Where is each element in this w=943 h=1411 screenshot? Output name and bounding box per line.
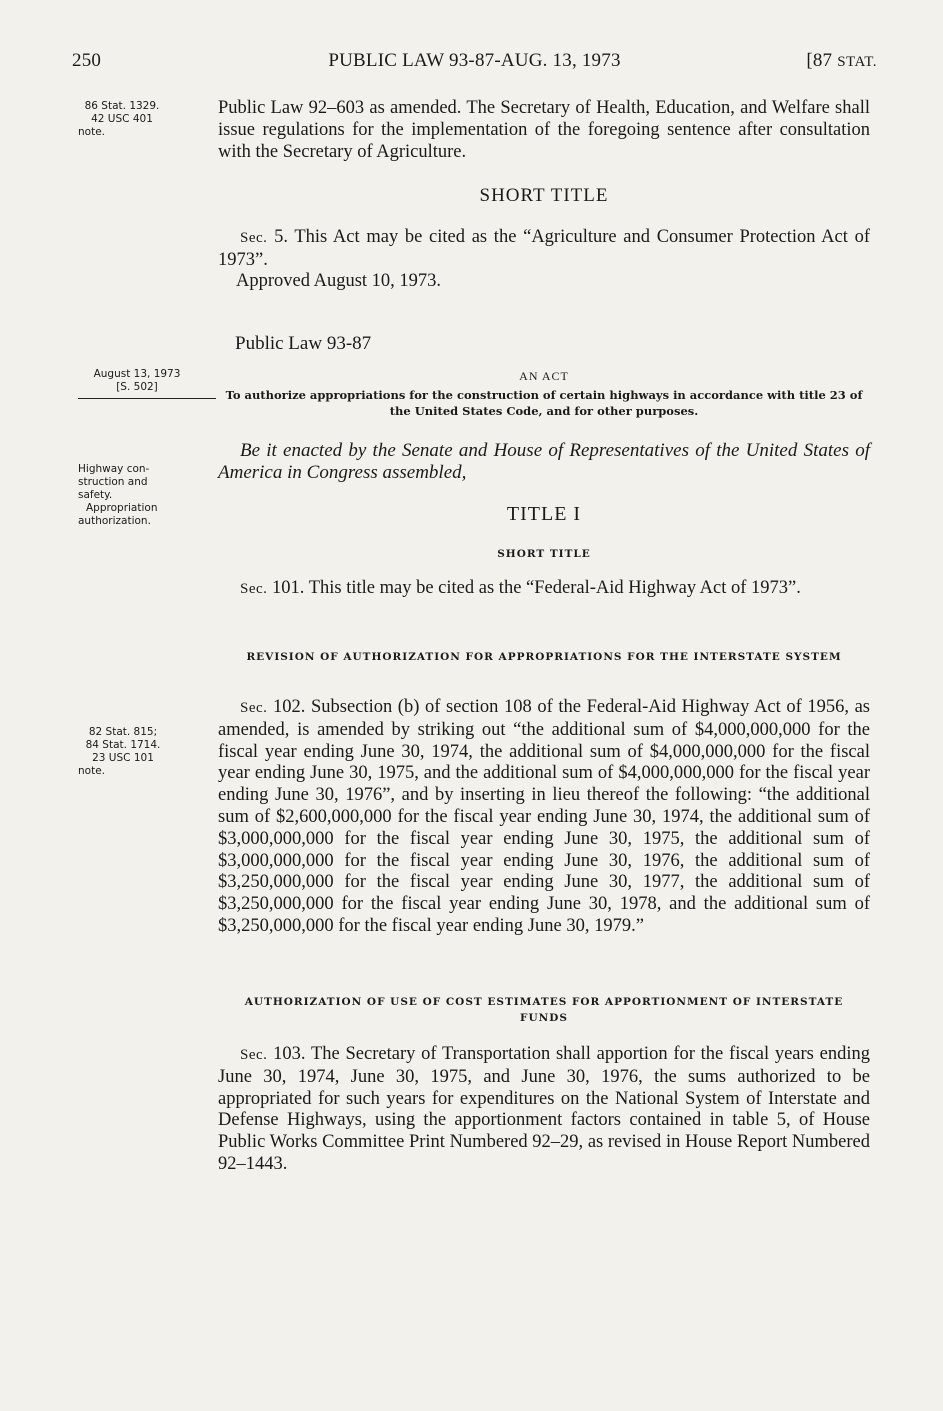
margin-note-line: 84 Stat. 1714. — [85, 739, 161, 751]
running-title: PUBLIC LAW 93-87-AUG. 13, 1973 — [328, 50, 621, 71]
stat-volume — [806, 50, 877, 72]
margin-note-stat-references — [78, 726, 168, 778]
margin-note-line: 86 Stat. 1329. — [84, 100, 160, 112]
margin-note-line: Appropriation — [86, 502, 158, 514]
section-label: Sec. — [240, 1047, 268, 1063]
authorization-heading: AUTHORIZATION OF USE OF COST ESTIMATES FOR APPORTIONMENT OF INTERSTATE FUNDS — [244, 996, 844, 1024]
enacting-clause: Be it enacted by the Senate and House of Representatives of the United States of America in Congress assembled, — [218, 440, 870, 483]
section-label: Sec. — [240, 230, 268, 246]
public-law-title: Public Law 93-87 — [235, 333, 372, 354]
section-label: Sec. — [240, 700, 268, 716]
section-text: 5. This Act may be cited as the “Agriculture and Consumer Protection Act of 1973”. — [218, 227, 870, 270]
margin-note-line: Highway con- — [78, 463, 150, 475]
page-number: 250 — [72, 50, 102, 71]
carryover-paragraph: Public Law 92–603 as amended. The Secretary of Health, Education, and Welfare shall issue regulations for the implementation of the foregoing sentence after consultation with the Secretary of Agriculture. — [218, 98, 870, 162]
left-rule — [78, 398, 216, 399]
margin-note-line: note. — [78, 765, 105, 777]
section-label: Sec. — [240, 581, 268, 597]
section-102 — [218, 697, 870, 938]
margin-note-line: struction and — [78, 476, 148, 488]
margin-note-subject — [78, 463, 188, 528]
stat-prefix: [87 — [806, 50, 838, 71]
short-title-small-heading: SHORT TITLE — [497, 548, 591, 560]
margin-note-date — [78, 368, 196, 394]
section-text: 101. This title may be cited as the “Federal-Aid Highway Act of 1973”. — [267, 578, 801, 598]
section-text: 103. The Secretary of Transportation shall apportion for the fiscal years ending June 30, 1974, June 30, 1975, and June 30, 1976, the sums authorized to be appropriated for such years for expenditures on the National System of Interstate and Defense Highways, using the apportionment factors contained in table 5, of House Public Works Committee Print Numbered 92–29, as revised in House Report Numbered 92–1443. — [218, 1044, 870, 1174]
revision-heading: REVISION OF AUTHORIZATION FOR APPROPRIATIONS FOR THE INTERSTATE SYSTEM — [246, 651, 842, 663]
an-act-heading: AN ACT — [519, 369, 569, 383]
running-header — [72, 50, 877, 74]
stat-label: STAT. — [837, 54, 877, 70]
margin-note-line: note. — [78, 126, 105, 138]
section-5 — [218, 227, 870, 272]
margin-note-line: [S. 502] — [116, 381, 158, 393]
margin-note-line: authorization. — [78, 515, 151, 527]
margin-note-line: safety. — [78, 489, 113, 501]
margin-note-line: August 13, 1973 — [93, 368, 181, 380]
margin-note-line: 23 USC 101 — [92, 752, 154, 764]
short-title-heading: SHORT TITLE — [479, 185, 609, 206]
section-103 — [218, 1044, 870, 1176]
approved-date: Approved August 10, 1973. — [236, 271, 442, 291]
margin-note-line: 82 Stat. 815; — [88, 726, 158, 738]
act-purpose: To authorize appropriations for the construction of certain highways in accordance with title 23 of the United States Code, and for other purposes. — [225, 388, 863, 418]
margin-note-stat-citation — [78, 100, 166, 139]
section-101 — [218, 578, 870, 601]
title-i-heading: TITLE I — [506, 503, 582, 525]
section-text: 102. Subsection (b) of section 108 of the Federal-Aid Highway Act of 1956, as amended, is amended by striking out “the additional sum of $4,000,000,000 for the fiscal year ending June 30, 1974, the additional sum of $4,000,000,000 for the fiscal year ending June 30, 1975, and the additional sum of $4,000,000,000 for the fiscal year ending June 30, 1976”, and by inserting in lieu thereof the following: “the additional sum of $2,600,000,000 for the fiscal year ending June 30, 1974, the additional sum of $3,000,000,000 for the fiscal year ending June 30, 1975, the additional sum of $3,000,000,000 for the fiscal year ending June 30, 1976, the additional sum of $3,250,000,000 for the fiscal year ending June 30, 1977, the additional sum of $3,250,000,000 for the fiscal year ending June 30, 1978, and the additional sum of $3,250,000,000 for the fiscal year ending June 30, 1979.” — [218, 697, 870, 936]
margin-note-line: 42 USC 401 — [91, 113, 153, 125]
